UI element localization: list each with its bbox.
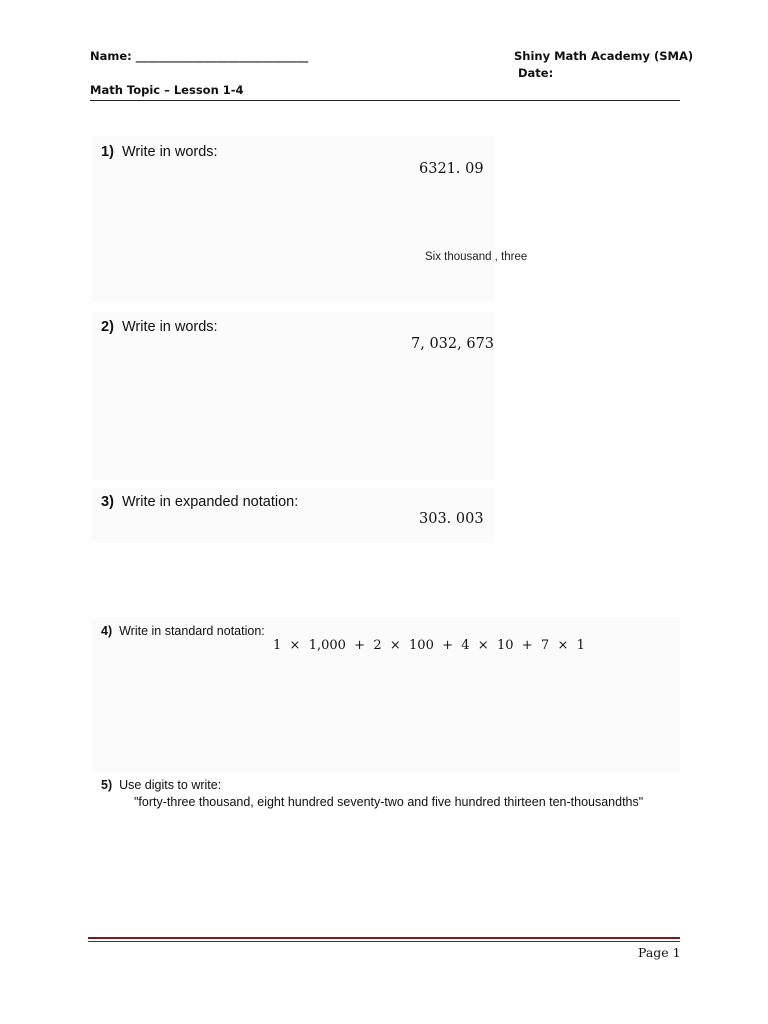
- question-4: [101, 624, 265, 638]
- question-2: [101, 319, 218, 335]
- academy-name: Shiny Math Academy (SMA): [514, 49, 694, 63]
- footer-divider: [88, 937, 680, 939]
- question-prompt: Use digits to write:: [119, 778, 222, 792]
- question-2-expression: 7, 032, 673: [411, 336, 495, 352]
- question-3-expression: 303. 003: [419, 511, 484, 527]
- question-prompt: Write in standard notation:: [119, 624, 265, 638]
- question-1-answer: Six thousand , three: [425, 251, 528, 263]
- footer-divider-thin: [88, 941, 680, 942]
- question-prompt: Write in expanded notation:: [121, 494, 299, 510]
- question-prompt: Write in words:: [121, 144, 218, 160]
- lesson-topic: Math Topic – Lesson 1-4: [90, 83, 244, 97]
- question-number: 1): [101, 144, 114, 160]
- question-4-expression: 1 × 1,000 + 2 × 100 + 4 × 10 + 7 × 1: [273, 638, 585, 653]
- question-5: [101, 778, 221, 792]
- question-number: 4): [101, 624, 113, 638]
- date-label: Date:: [518, 66, 554, 80]
- question-number: 2): [101, 319, 114, 335]
- question-prompt: Write in words:: [121, 319, 218, 335]
- question-number: 5): [101, 778, 113, 792]
- name-field-label: Name: ______________________________: [90, 49, 309, 63]
- question-number: 3): [101, 494, 114, 510]
- question-5-phrase: "forty-three thousand, eight hundred seventy-two and five hundred thirteen ten-thousandths": [134, 795, 644, 809]
- page-number: Page 1: [638, 945, 681, 960]
- question-1-expression: 6321. 09: [419, 161, 484, 177]
- header-divider: [90, 100, 680, 101]
- question-3: [101, 494, 298, 510]
- question-1: [101, 144, 218, 160]
